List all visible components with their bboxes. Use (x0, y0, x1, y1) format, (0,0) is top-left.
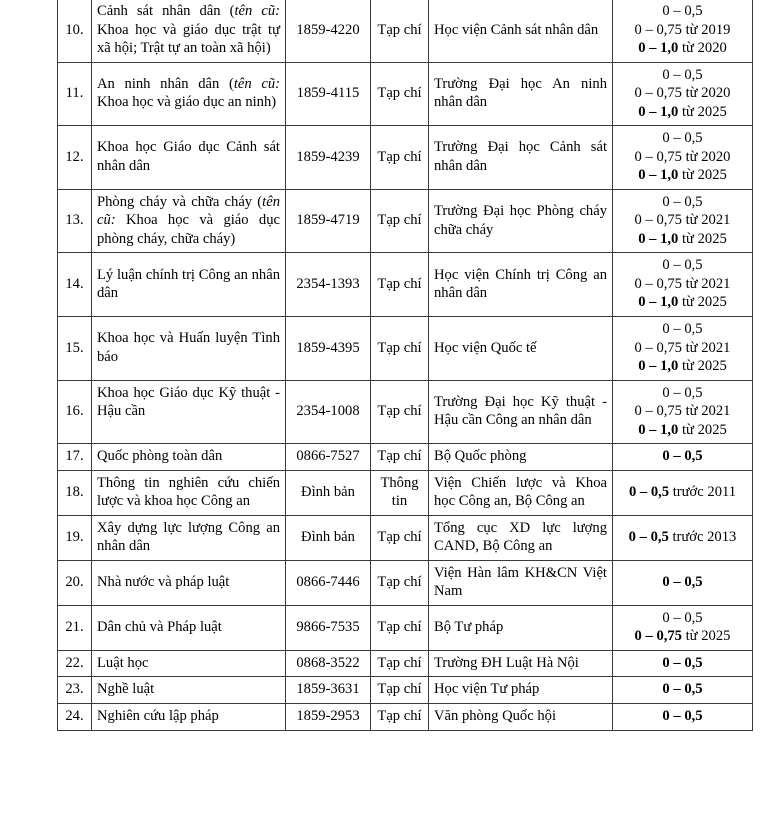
score-line: 0 – 0,75 từ 2021 (634, 339, 731, 356)
row-index: 16. (58, 380, 92, 444)
journal-name (92, 704, 286, 731)
score-range (613, 560, 753, 605)
journal-name (92, 560, 286, 605)
score-value: 0 – 0,5 (662, 654, 703, 671)
journal-name (92, 444, 286, 471)
score-range (613, 126, 753, 190)
issn-value: 1859-3631 (286, 677, 371, 704)
journal-name (92, 515, 286, 560)
score-effective-year: từ 2025 (678, 230, 727, 247)
table-row (58, 0, 753, 62)
score-effective-year: từ 2025 (678, 103, 727, 120)
score-line: 0 – 0,75 từ 2020 (634, 85, 731, 102)
score-line: 0 – 0,75 từ 2021 (634, 403, 731, 420)
journal-name-main: Lý luận chính trị Công an nhân dân (97, 266, 280, 302)
journal-name (92, 0, 286, 62)
score-range (613, 253, 753, 317)
score-line: 0 – 0,75 từ 2021 (634, 275, 731, 292)
row-index: 18. (58, 470, 92, 515)
score-line: 0 – 0,5 (662, 193, 703, 210)
score-line: 0 – 0,5 (662, 66, 703, 83)
table-row (58, 677, 753, 704)
journal-former-name: Khoa học và giáo dục an ninh) (97, 94, 277, 111)
journal-name (92, 316, 286, 380)
score-line (618, 166, 747, 185)
score-line: 0 – 0,5 (662, 3, 703, 19)
score-range (613, 470, 753, 515)
table-body (58, 0, 753, 730)
issn-value: 2354-1393 (286, 253, 371, 317)
score-line (618, 230, 747, 249)
score-line (618, 293, 747, 312)
score-range (613, 62, 753, 126)
score-range (613, 677, 753, 704)
journal-name-main: Thông tin nghiên cứu chiến lược và khoa học Công an (97, 474, 280, 510)
score-line: 0 – 0,5 (662, 609, 703, 626)
score-line (618, 421, 747, 440)
journal-name-main: Khoa học và Huấn luyện Tình báo (97, 330, 280, 365)
issn-value: 0866-7527 (286, 444, 371, 471)
publication-type: Tạp chí (371, 62, 429, 126)
publication-type: Tạp chí (371, 0, 429, 62)
issn-value: 1859-4395 (286, 316, 371, 380)
score-effective-year: từ 2020 (678, 40, 727, 57)
table-row (58, 515, 753, 560)
score-value: 0 – 0,5 (662, 681, 703, 698)
score-line: 0 – 0,5 (662, 257, 703, 274)
row-index: 20. (58, 560, 92, 605)
publication-type: Tạp chí (371, 126, 429, 190)
score-line (618, 447, 747, 466)
journal-former-name: Khoa học và giáo dục trật tự xã hội; Trật tự an toàn xã hội) (97, 21, 280, 57)
score-value: 0 – 1,0 (638, 294, 679, 311)
score-value: 0 – 0,5 (628, 483, 670, 500)
score-line (618, 103, 747, 122)
score-line (618, 707, 747, 726)
journal-name-main: Quốc phòng toàn dân (97, 448, 223, 465)
row-index: 11. (58, 62, 92, 126)
journal-name (92, 253, 286, 317)
issn-value: Đình bản (286, 470, 371, 515)
journal-name (92, 650, 286, 677)
row-index: 24. (58, 704, 92, 731)
score-line (618, 627, 747, 646)
journal-former-name: Khoa học và giáo dục phòng cháy, chữa cháy) (97, 212, 280, 247)
journal-name-main: Khoa học Giáo dục Kỹ thuật - Hậu cần (97, 384, 280, 420)
issn-value: 0866-7446 (286, 560, 371, 605)
score-effective-year: trước 2013 (668, 529, 737, 546)
journal-name-main: Cảnh sát nhân dân ( (97, 3, 235, 19)
journal-name (92, 677, 286, 704)
publication-type: Tạp chí (371, 515, 429, 560)
score-effective-year: trước 2011 (669, 483, 737, 500)
issn-value: 1859-4115 (286, 62, 371, 126)
publication-type: Tạp chí (371, 677, 429, 704)
journal-name-main: Nghiên cứu lập pháp (97, 708, 219, 724)
score-range (613, 515, 753, 560)
table-row (58, 189, 753, 253)
row-index: 21. (58, 605, 92, 650)
score-line: 0 – 0,75 từ 2020 (634, 148, 731, 165)
journal-name (92, 470, 286, 515)
governing-organisation: Trường Đại học An ninh nhân dân (429, 62, 613, 126)
publication-type: Tạp chí (371, 444, 429, 471)
score-range (613, 189, 753, 253)
governing-organisation: Học viện Tư pháp (429, 677, 613, 704)
issn-value: 1859-4220 (286, 0, 371, 62)
publication-type: Tạp chí (371, 605, 429, 650)
issn-value: 1859-4239 (286, 126, 371, 190)
journal-name-main: Luật học (97, 654, 149, 671)
publication-type: Tạp chí (371, 560, 429, 605)
score-line (618, 528, 747, 547)
score-effective-year: từ 2025 (678, 358, 727, 375)
row-index: 22. (58, 650, 92, 677)
publication-type: Thông tin (371, 470, 429, 515)
score-range (613, 444, 753, 471)
publication-type: Tạp chí (371, 704, 429, 731)
score-range (613, 650, 753, 677)
table-row (58, 650, 753, 677)
score-range (613, 0, 753, 62)
journal-name-main: Khoa học Giáo dục Cảnh sát nhân dân (97, 139, 280, 174)
row-index: 10. (58, 0, 92, 62)
table-row (58, 605, 753, 650)
governing-organisation: Trường ĐH Luật Hà Nội (429, 650, 613, 677)
journal-name (92, 189, 286, 253)
governing-organisation: Trường Đại học Phòng cháy chữa cháy (429, 189, 613, 253)
score-value: 0 – 1,0 (638, 421, 679, 438)
score-effective-year: từ 2025 (678, 421, 727, 438)
governing-organisation: Học viện Quốc tế (429, 316, 613, 380)
journal-name-main: Phòng cháy và chữa cháy ( (97, 193, 263, 210)
score-range (613, 316, 753, 380)
journal-name-main: Dân chủ và Pháp luật (97, 619, 222, 636)
journal-former-name-label: tên cũ: (97, 193, 280, 229)
governing-organisation: Tổng cục XD lực lượng CAND, Bộ Công an (429, 515, 613, 560)
row-index: 15. (58, 316, 92, 380)
table-row (58, 444, 753, 471)
issn-value: Đình bản (286, 515, 371, 560)
journal-name (92, 62, 286, 126)
journal-former-name-label: tên cũ: (234, 3, 280, 19)
publication-type: Tạp chí (371, 189, 429, 253)
journal-name (92, 126, 286, 190)
score-value: 0 – 1,0 (638, 40, 679, 57)
journal-former-name-label: tên cũ: (233, 75, 280, 92)
row-index: 19. (58, 515, 92, 560)
table-row (58, 253, 753, 317)
governing-organisation: Viện Chiến lược và Khoa học Công an, Bộ Công an (429, 470, 613, 515)
score-value: 0 – 0,5 (662, 448, 703, 465)
publication-type: Tạp chí (371, 650, 429, 677)
issn-value: 1859-2953 (286, 704, 371, 731)
row-index: 14. (58, 253, 92, 317)
score-range (613, 380, 753, 444)
governing-organisation: Bộ Tư pháp (429, 605, 613, 650)
table-row (58, 380, 753, 444)
score-effective-year: từ 2025 (678, 167, 727, 184)
score-range (613, 605, 753, 650)
governing-organisation: Bộ Quốc phòng (429, 444, 613, 471)
row-index: 13. (58, 189, 92, 253)
score-line: 0 – 0,5 (662, 384, 703, 401)
score-line: 0 – 0,75 từ 2021 (634, 212, 731, 229)
journal-name-main: Xây dựng lực lượng Công an nhân dân (97, 519, 280, 555)
table-row (58, 126, 753, 190)
score-line: 0 – 0,5 (662, 320, 703, 337)
journal-name (92, 605, 286, 650)
table-row (58, 560, 753, 605)
score-value: 0 – 1,0 (638, 358, 679, 375)
journal-name (92, 380, 286, 444)
issn-value: 2354-1008 (286, 380, 371, 444)
score-value: 0 – 1,0 (638, 167, 679, 184)
score-value: 0 – 0,5 (662, 708, 703, 724)
publication-type: Tạp chí (371, 316, 429, 380)
score-line (618, 357, 747, 376)
score-line: 0 – 0,5 (662, 130, 703, 147)
journal-name-main: Nhà nước và pháp luật (97, 574, 230, 591)
publication-type: Tạp chí (371, 380, 429, 444)
score-value: 0 – 0,5 (628, 529, 669, 546)
score-effective-year: từ 2025 (681, 628, 731, 645)
governing-organisation: Học viện Cảnh sát nhân dân (429, 0, 613, 62)
row-index: 17. (58, 444, 92, 471)
governing-organisation: Văn phòng Quốc hội (429, 704, 613, 731)
table-row (58, 62, 753, 126)
row-index: 23. (58, 677, 92, 704)
governing-organisation: Trường Đại học Kỹ thuật - Hậu cần Công an nhân dân (429, 380, 613, 444)
score-line (618, 483, 747, 502)
table-row (58, 470, 753, 515)
score-value: 0 – 1,0 (638, 103, 679, 120)
journal-name-main: Nghề luật (97, 681, 155, 698)
score-value: 0 – 0,75 (634, 628, 682, 645)
score-value: 0 – 1,0 (638, 230, 679, 247)
publication-type: Tạp chí (371, 253, 429, 317)
score-line (618, 680, 747, 699)
journal-score-table (57, 0, 753, 731)
governing-organisation: Học viện Chính trị Công an nhân dân (429, 253, 613, 317)
governing-organisation: Trường Đại học Cảnh sát nhân dân (429, 126, 613, 190)
row-index: 12. (58, 126, 92, 190)
journal-name-main: An ninh nhân dân ( (97, 75, 234, 92)
score-range (613, 704, 753, 731)
issn-value: 9866-7535 (286, 605, 371, 650)
table-row (58, 704, 753, 731)
issn-value: 1859-4719 (286, 189, 371, 253)
issn-value: 0868-3522 (286, 650, 371, 677)
score-effective-year: từ 2025 (678, 294, 727, 311)
score-value: 0 – 0,5 (662, 574, 703, 591)
governing-organisation: Viện Hàn lâm KH&CN Việt Nam (429, 560, 613, 605)
score-line: 0 – 0,75 từ 2019 (634, 21, 731, 38)
score-line (618, 573, 747, 592)
table-row (58, 316, 753, 380)
score-line (618, 654, 747, 673)
score-line (618, 39, 747, 58)
